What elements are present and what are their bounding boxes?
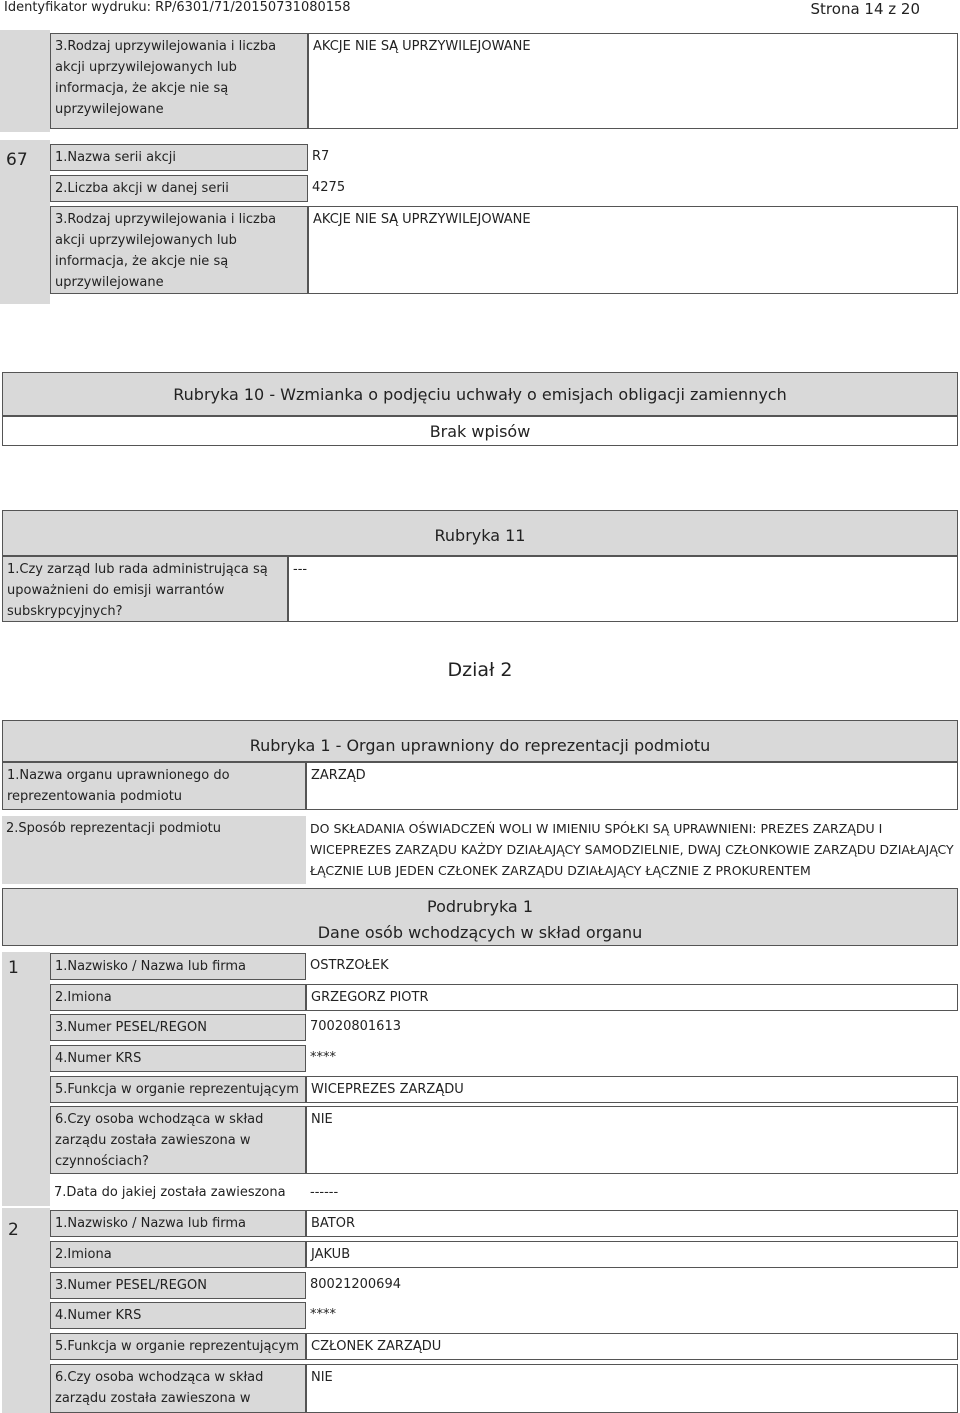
dzial-2-title: Dział 2 xyxy=(447,659,513,681)
field-label: 1.Nazwa organu uprawnionego do reprezentowania podmiotu xyxy=(2,762,306,810)
field-label: 2.Sposób reprezentacji podmiotu xyxy=(2,816,306,884)
field-value: BATOR xyxy=(306,1210,958,1237)
field-label: 6.Czy osoba wchodząca w skład zarządu została zawieszona w xyxy=(50,1364,306,1413)
field-label: 2.Liczba akcji w danej serii xyxy=(50,175,308,202)
field-value: OSTRZOŁEK xyxy=(310,958,389,973)
podrubryka-1-header xyxy=(2,888,958,946)
podrubryka-1-title: Podrubryka 1 xyxy=(427,897,533,916)
series-number: 67 xyxy=(0,140,50,304)
rubryka-10-title: Rubryka 10 - Wzmianka o podjęciu uchwały o emisjach obligacji zamiennych xyxy=(2,372,958,416)
field-label: 2.Imiona xyxy=(50,1241,306,1268)
field-value: NIE xyxy=(306,1364,958,1413)
rubryka-11-title: Rubryka 11 xyxy=(2,510,958,556)
field-value: AKCJE NIE SĄ UPRZYWILEJOWANE xyxy=(308,33,958,129)
field-value: **** xyxy=(310,1050,336,1065)
field-label: 3.Numer PESEL/REGON xyxy=(50,1272,306,1299)
field-value: GRZEGORZ PIOTR xyxy=(306,984,958,1011)
field-value: NIE xyxy=(306,1106,958,1174)
field-value: --- xyxy=(288,556,958,622)
field-label: 1.Nazwa serii akcji xyxy=(50,144,308,171)
field-label: 2.Imiona xyxy=(50,984,306,1011)
field-label: 5.Funkcja w organie reprezentującym xyxy=(50,1333,306,1360)
page-number: Strona 14 z 20 xyxy=(810,0,920,18)
person-number: 2 xyxy=(2,1208,50,1413)
person-number: 1 xyxy=(2,952,50,1206)
field-value: ZARZĄD xyxy=(306,762,958,810)
rubryka-1-title: Rubryka 1 - Organ uprawniony do reprezentacji podmiotu xyxy=(2,720,958,762)
field-label: 3.Numer PESEL/REGON xyxy=(50,1014,306,1041)
field-label: 7.Data do jakiej została zawieszona xyxy=(54,1185,286,1200)
field-label: 4.Numer KRS xyxy=(50,1045,306,1072)
series-number-column xyxy=(0,30,50,132)
field-value: ------ xyxy=(310,1185,339,1200)
print-identifier: Identyfikator wydruku: RP/6301/71/20150731080158 xyxy=(4,0,351,15)
rubryka-10-empty: Brak wpisów xyxy=(2,416,958,446)
field-value: AKCJE NIE SĄ UPRZYWILEJOWANE xyxy=(308,206,958,294)
field-value: R7 xyxy=(312,149,330,164)
field-label: 1.Nazwisko / Nazwa lub firma xyxy=(50,1210,306,1237)
field-value: CZŁONEK ZARZĄDU xyxy=(306,1333,958,1360)
field-value: DO SKŁADANIA OŚWIADCZEŃ WOLI W IMIENIU SPÓŁKI SĄ UPRAWNIENI: PREZES ZARZĄDU I WICEPREZES ZARZĄDU KAŻDY DZIAŁAJĄCY SAMODZIELNIE, DWAJ CZŁONKOWIE ZARZĄDU DZIAŁAJĄCY ŁĄCZNIE LUB JEDEN CZŁONEK ZARZĄDU DZIAŁAJĄCY ŁĄCZNIE Z PROKURENTEM xyxy=(310,821,954,878)
field-label: 6.Czy osoba wchodząca w skład zarządu została zawieszona w czynnościach? xyxy=(50,1106,306,1174)
field-label: 3.Rodzaj uprzywilejowania i liczba akcji uprzywilejowanych lub informacja, że akcje nie są uprzywilejowane xyxy=(50,33,308,129)
field-label: 3.Rodzaj uprzywilejowania i liczba akcji uprzywilejowanych lub informacja, że akcje nie są uprzywilejowane xyxy=(50,206,308,294)
field-label: 1.Nazwisko / Nazwa lub firma xyxy=(50,953,306,980)
field-label: 1.Czy zarząd lub rada administrująca są upoważnieni do emisji warrantów subskrypcyjnych? xyxy=(2,556,288,622)
field-value: JAKUB xyxy=(306,1241,958,1268)
field-label: 4.Numer KRS xyxy=(50,1302,306,1329)
field-value: **** xyxy=(310,1307,336,1322)
field-value: WICEPREZES ZARZĄDU xyxy=(306,1076,958,1103)
podrubryka-1-subtitle: Dane osób wchodzących w skład organu xyxy=(317,923,643,942)
field-value: 70020801613 xyxy=(310,1019,401,1034)
field-value: 80021200694 xyxy=(310,1277,401,1292)
field-label: 5.Funkcja w organie reprezentującym xyxy=(50,1076,306,1103)
field-value: 4275 xyxy=(312,180,346,195)
